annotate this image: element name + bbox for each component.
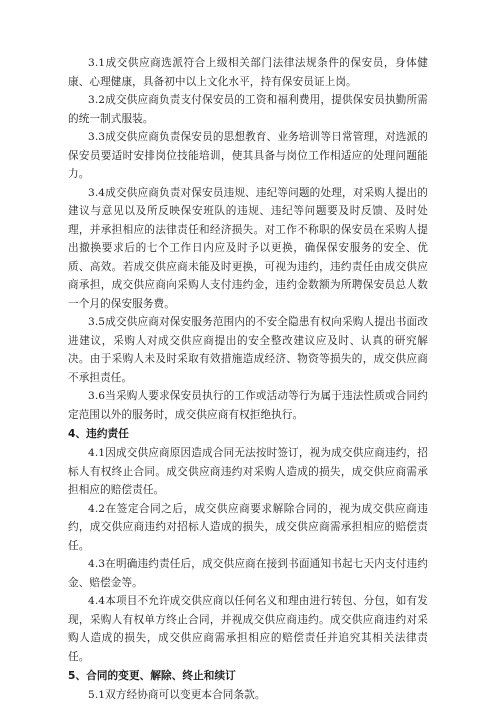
clause-3-4: 3.4成交供应商负责对保安员违规、违纪等问题的处理，对采购人提出的建议与意见以及所反映保安班队的违规、违纪等问题要及时反馈、及时处理，并承担相应的法律责任和经济损失。对工作不称职的保安员在采购人提出撤换要求后的七个工作日内应及时予以更换，确保保安服务的安全、优质、高效。若成交供应商未能及时更换，可视为违约，违约责任由成交供应商承担，成交供应商向采购人支付违约金，违约金数额为所聘保安员总人数一个月的保安服务费。 bbox=[68, 186, 428, 310]
clause-3-1: 3.1成交供应商选派符合上级相关部门法律法规条件的保安员，身体健康、心理健康，具备初中以上文化水平，持有保安员证上岗。 bbox=[68, 57, 428, 88]
section-4-heading: 4、违约责任 bbox=[68, 428, 129, 440]
clause-3-2: 3.2成交供应商负责支付保安员的工资和福利费用，提供保安员执勤所需的统一制式服装。 bbox=[68, 94, 428, 125]
clause-3-3: 3.3成交供应商负责保安员的思想教育、业务培训等日常管理，对选派的保安员要适时安排岗位技能培训，使其具备与岗位工作相适应的处理问题能力。 bbox=[68, 131, 428, 180]
section-5-heading: 5、合同的变更、解除、终止和续订 bbox=[68, 670, 236, 682]
clause-4-4: 4.4本项目不允许成交供应商以任何名义和理由进行转包、分包，如有发现，采购人有权单方终止合同，并视成交供应商违约。成交供应商违约对采购人造成的损失，成交供应商需承担相应的赔偿责任并追究其相关法律责任。 bbox=[68, 595, 428, 663]
clause-3-6: 3.6当采购人要求保安员执行的工作或活动等行为属于违法性质或合同约定范围以外的服务时，成交供应商有权拒绝执行。 bbox=[68, 390, 428, 421]
clause-5-1: 5.1双方经协商可以变更本合同条款。 bbox=[88, 689, 266, 701]
clause-4-3: 4.3在明确违约责任后，成交供应商在接到书面通知书起七天内支付违约金、赔偿金等。 bbox=[68, 558, 428, 589]
clause-4-1: 4.1因成交供应商原因造成合同无法按时签订，视为成交供应商违约，招标人有权终止合同。成交供应商违约对采购人造成的损失，成交供应商需承担相应的赔偿责任。 bbox=[68, 447, 428, 496]
clause-3-5: 3.5成交供应商对保安服务范围内的不安全隐患有权向采购人提出书面改进建议，采购人对成交供应商提出的安全整改建议应及时、认真的研究解决。由于采购人未及时采取有效措施造成经济、物资等损失的，成交供应商不承担责任。 bbox=[68, 316, 428, 384]
document-body bbox=[68, 54, 428, 705]
clause-4-2: 4.2在签定合同之后，成交供应商要求解除合同的，视为成交供应商违约，成交供应商违约对招标人造成的损失，成交供应商需承担相应的赔偿责任。 bbox=[68, 502, 428, 552]
